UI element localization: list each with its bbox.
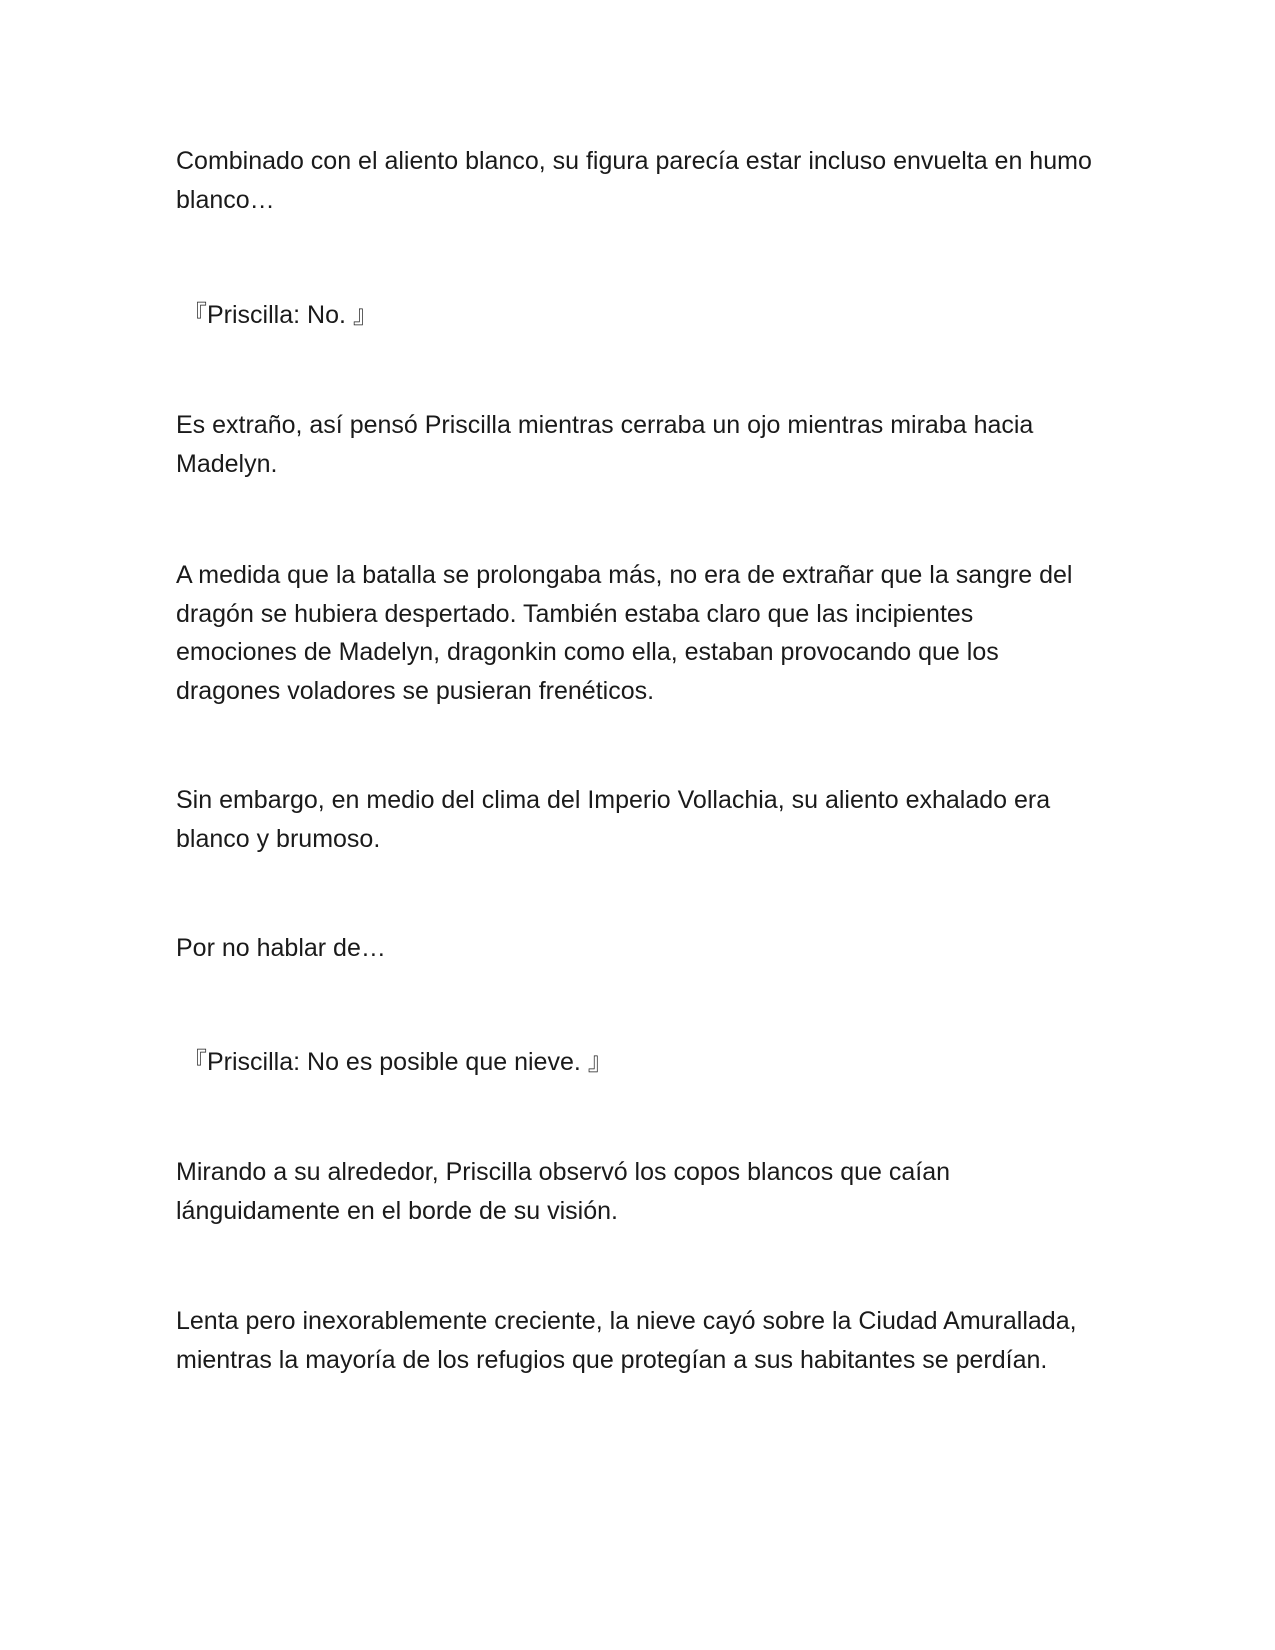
dialogue-line-2: 『Priscilla: No es posible que nieve. 』 — [182, 1048, 613, 1076]
paragraph-4: Sin embargo, en medio del clima del Imperio Vollachia, su aliento exhalado era blanco y brumoso. — [176, 786, 1051, 853]
paragraph-6: Mirando a su alrededor, Priscilla observó los copos blancos que caían lánguidamente en el borde de su visión. — [176, 1158, 951, 1225]
paragraph-3: A medida que la batalla se prolongaba más, no era de extrañar que la sangre del dragón se hubiera despertado. También estaba claro que las incipientes emociones de Madelyn, dragonkin como ella, estaban provocando que los dragones voladores se pusieran frenéticos. — [176, 561, 1073, 705]
paragraph-2: Es extraño, así pensó Priscilla mientras cerraba un ojo mientras miraba hacia Madelyn. — [176, 411, 1034, 478]
paragraph-5: Por no hablar de… — [176, 934, 386, 962]
paragraph-7: Lenta pero inexorablemente creciente, la nieve cayó sobre la Ciudad Amurallada, mientras la mayoría de los refugios que protegían a sus habitantes se perdían. — [176, 1307, 1077, 1374]
paragraph-1: Combinado con el aliento blanco, su figura parecía estar incluso envuelta en humo blanco… — [176, 147, 1092, 214]
dialogue-line-1: 『Priscilla: No. 』 — [182, 301, 378, 329]
